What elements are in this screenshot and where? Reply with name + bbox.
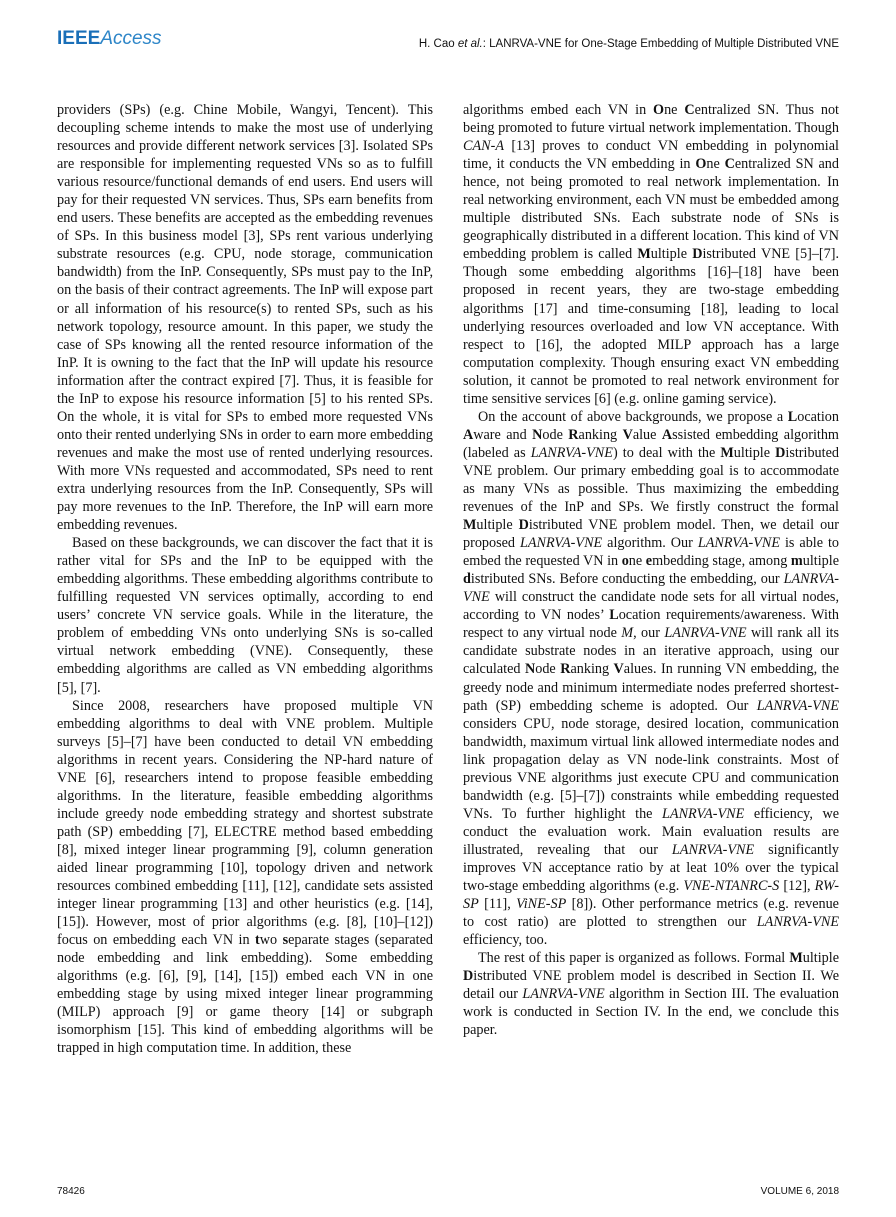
right-paragraph-1: algorithms embed each VN in One Centralized SN. Thus not being promoted to future virtual network implementation. Though CAN-A [13] proves to conduct VN embedding in polynomial time, it conducts the VN embedding in One Centralized SN and hence, not being promoted to real network implementation. In real networking environment, each VN must be embedded among multiple distributed SNs. Each substrate node of SNs is geographically distributed in a different location. This kind of VN embedding problem is called Multiple Distributed VNE [5]–[7]. Though some embedding algorithms [16]–[18] have been proposed in recent years, they are two-stage embedding algorithms [17] and time-consuming [18], leading to local underlying resources overloaded and low VN acceptance. With respect to [16], the adopted MILP approach has a large computation complexity. Though ensuring exact VN embedding solution, it cannot be promoted to real network environment for time sensitive services [6] (e.g. online gaming service). — [463, 102, 839, 407]
journal-logo — [57, 28, 162, 50]
right-paragraph-3: The rest of this paper is organized as follows. Formal Multiple Distributed VNE problem model is described in Section II. We detail our LANRVA-VNE algorithm in Section III. The evaluation work is conducted in Section IV. In the end, we conclude this paper. — [463, 950, 839, 1039]
volume-label: VOLUME 6, 2018 — [760, 1186, 839, 1197]
page-header — [57, 28, 839, 50]
right-column — [463, 101, 839, 1039]
right-paragraph-2: On the account of above backgrounds, we propose a Location Aware and Node Ranking Value Assisted embedding algorithm (labeled as LANRVA-VNE) to deal with the Multiple Distributed VNE problem. Our primary embedding goal is to accommodate as many VNs as possible. Thus maximizing the embedding revenues of the InP and SPs. We firstly construct the formal Multiple Distributed VNE problem model. Then, we detail our proposed LANRVA-VNE algorithm. Our LANRVA-VNE is able to embed the requested VN in one embedding stage, among multiple distributed SNs. Before conducting the embedding, our LANRVA-VNE will construct the candidate node sets for all virtual nodes, according to VN nodes’ Location requirements/awareness. With respect to any virtual node M, our LANRVA-VNE will rank all its candidate substrate nodes in an iterative approach, using our calculated Node Ranking Values. In running VN embedding, the greedy node and minimum intermediate nodes preferred shortest-path (SP) embedding scheme is adopted. Our LANRVA-VNE considers CPU, node storage, desired location, communication bandwidth, maximum virtual link allowed intermediate nodes and link propagation delay as VN node-link constraints. Most of previous VNE algorithms just execute CPU and communication bandwidth (e.g. [5]–[7]) constraints while embedding requested VNs. To further highlight the LANRVA-VNE efficiency, we conduct the evaluation work. Main evaluation results are illustrated, revealing that our LANRVA-VNE significantly improves VN acceptance ratio by at leat 10% over the typical two-stage embedding algorithms (e.g. VNE-NTANRC-S [12], RW-SP [11], ViNE-SP [8]). Other performance metrics (e.g. revenue to cost ratio) are plotted to strengthen our LANRVA-VNE efficiency, too. — [463, 408, 840, 949]
logo-access: Access — [100, 28, 162, 49]
left-paragraph-1: providers (SPs) (e.g. Chine Mobile, Wangyi, Tencent). This decoupling scheme intends to make the most use of underlying resources and provide different network services [3]. Isolated SPs are responsible for implementing requested VNs so as to fulfill various resource/functional demands of end users. End users will pay for their requested VN services. Thus, SPs earn benefits from end users. These benefits are accepted as the embedding revenues of SPs. In this business model [3], SPs rent various underlying substrate resources (e.g. CPU, node storage, communication bandwidth) from the InP. Consequently, SPs must pay to the InP, on the basis of their contract agreements. The InP will expose part or all information of his resource(s) to rented SPs, such as his network topology, resource amount. In this paper, we study the case of SPs knowing all the rented resource information of the InP. It is owning to the fact that the InP will update his resource information after the contract expired [7]. Thus, it is feasible for the InP to expose his resource information [5] to his rented SPs. On the whole, it is vital for SPs to embed more requested VNs onto their rented underlying SNs in order to earn more embedding revenues and make the most use of rented underlying resources. With more VNs requested and accommodated, SPs need to rent extra underlying resources from the InP. Consequently, SPs will pay more revenues to the InP. Therefore, the InP will earn more embedding revenues. — [57, 102, 433, 534]
page-number: 78426 — [57, 1186, 85, 1197]
left-column — [57, 101, 433, 1057]
running-head: H. Cao et al.: LANRVA-VNE for One-Stage Embedding of Multiple Distributed VNE — [418, 38, 839, 50]
left-paragraph-3: Since 2008, researchers have proposed multiple VN embedding algorithms to deal with VNE problem. Multiple surveys [5]–[7] have been conducted to detail VN embedding algorithms in recent years. Considering the NP-hard nature of VNE [6], researchers intend to propose feasible embedding algorithms. In the literature, feasible embedding algorithms include greedy node embedding strategy and shortest substrate path (SP) embedding [7], ELECTRE method based embedding [8], mixed integer linear programming [9], column generation aided linear programming [10], topology driven and network resources combined embedding [11], [12], candidate sets assisted integer linear programming [13] and other heuristics (e.g. [14], [15]). However, most of prior algorithms (e.g. [8], [10]–[12]) focus on embedding each VN in two separate stages (separated node embedding and link embedding). Some embedding algorithms (e.g. [6], [9], [14], [15]) embed each VN in one embedding stage by using mixed integer linear programming (MILP) approach [9] or game theory [14] or subgraph isomorphism [15]. This kind of embedding algorithms will be trapped in high computation time. In addition, these — [57, 697, 433, 1057]
left-paragraph-2: Based on these backgrounds, we can discover the fact that it is rather vital for SPs and the InP to be equipped with the embedding algorithms. These embedding algorithms contribute to fulfilling requested VN services optimally, according to end users’ concrete VN service goals. While in the literature, the problem of embedding VNs onto underlying SNs is so-called virtual network embedding (VNE). Consequently, these embedding algorithms are called as VN embedding algorithms [5], [7]. — [57, 535, 433, 696]
logo-ieee: IEEE — [57, 28, 101, 49]
